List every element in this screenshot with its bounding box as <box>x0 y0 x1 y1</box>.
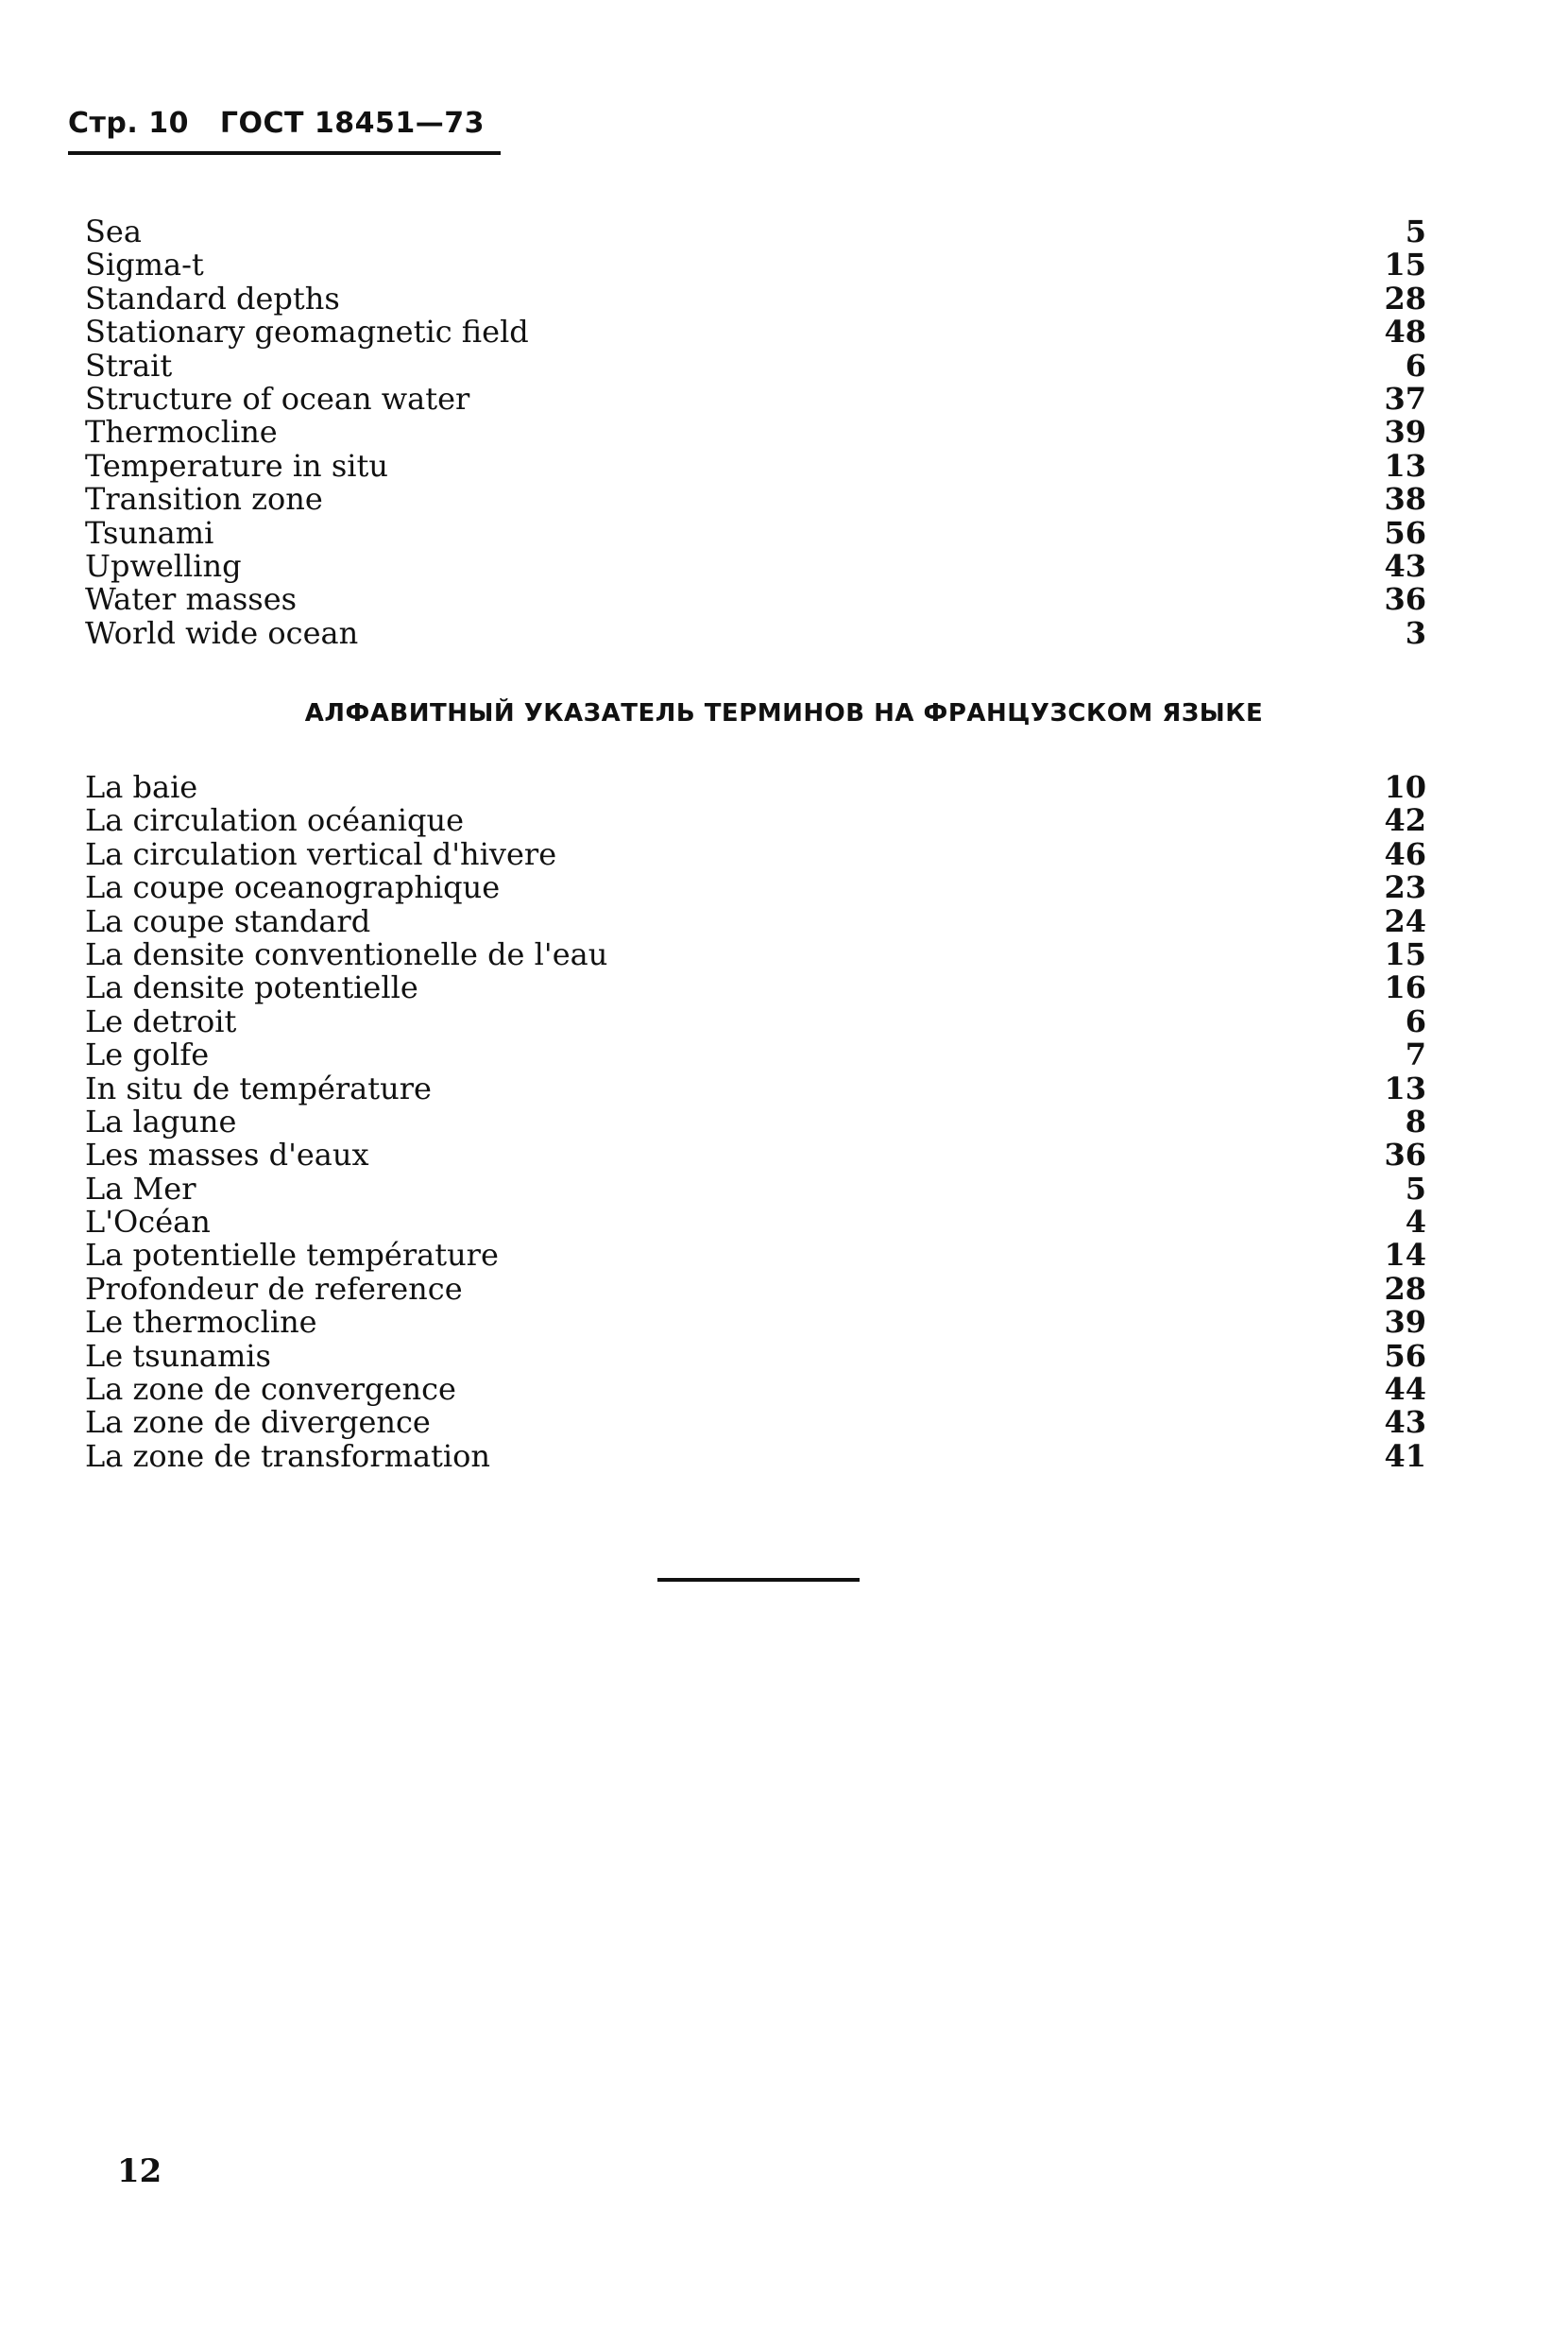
index-term: Le detroit <box>85 1003 237 1039</box>
index-term: La densite potentielle <box>85 969 418 1006</box>
index-page-number: 44 <box>1384 1371 1426 1408</box>
index-term: World wide ocean <box>85 614 359 651</box>
index-term: Sea <box>85 214 142 249</box>
index-term: La potentielle température <box>85 1237 499 1274</box>
index-entry <box>85 1072 1426 1105</box>
index-entry <box>85 871 1426 904</box>
index-entry <box>85 1105 1426 1139</box>
index-entry <box>85 1437 1426 1474</box>
index-term: Thermocline <box>85 414 278 451</box>
index-term: Water masses <box>85 581 298 618</box>
index-entry <box>85 583 1426 616</box>
french-index-list <box>85 771 1426 1473</box>
index-page-number: 15 <box>1384 247 1426 283</box>
index-term: Les masses d'eaux <box>85 1137 369 1174</box>
index-entry <box>85 971 1426 1004</box>
index-entry <box>85 1373 1426 1406</box>
index-entry <box>85 902 1426 939</box>
index-term: Sigma-t <box>85 247 204 283</box>
index-entry <box>85 514 1426 551</box>
index-page-number: 56 <box>1384 1337 1426 1374</box>
index-term: Le thermocline <box>85 1304 317 1341</box>
index-page-number: 42 <box>1384 802 1426 839</box>
index-page-number: 28 <box>1384 1270 1426 1307</box>
index-term: L'Océan <box>85 1204 211 1241</box>
index-page-number: 28 <box>1384 280 1426 317</box>
index-term: Le golfe <box>85 1037 210 1073</box>
french-section-title: АЛФАВИТНЫЙ УКАЗАТЕЛЬ ТЕРМИНОВ НА ФРАНЦУЗСКОМ ЯЗЫКЕ <box>304 699 1264 728</box>
index-term: La circulation océanique <box>85 802 465 839</box>
index-entry <box>85 1306 1426 1339</box>
index-entry <box>85 380 1426 417</box>
index-page-number: 41 <box>1384 1437 1426 1474</box>
index-entry <box>85 547 1426 584</box>
index-term: Stationary geomagnetic field <box>85 314 529 351</box>
index-entry <box>85 416 1426 449</box>
index-entry <box>85 215 1426 249</box>
index-term: La circulation vertical d'hivere <box>85 835 557 872</box>
index-entry <box>85 1170 1426 1207</box>
index-page-number: 5 <box>1405 1170 1426 1207</box>
index-entry <box>85 249 1426 282</box>
index-term: Upwelling <box>85 547 242 584</box>
index-entry <box>85 771 1426 804</box>
index-entry <box>85 1038 1426 1071</box>
index-entry <box>85 835 1426 872</box>
index-term: La baie <box>85 769 198 805</box>
english-index-list <box>85 215 1426 650</box>
index-page-number: 24 <box>1384 902 1426 939</box>
index-page-number: 36 <box>1384 581 1426 618</box>
index-page-number: 14 <box>1384 1237 1426 1274</box>
index-page-number: 43 <box>1384 547 1426 584</box>
index-entry <box>85 280 1426 317</box>
index-page-number: 46 <box>1384 835 1426 872</box>
index-term: Tsunami <box>85 514 214 551</box>
header-standard: ГОСТ 18451—73 <box>219 107 485 140</box>
index-term: La zone de divergence <box>85 1404 431 1441</box>
index-term: La coupe oceanographique <box>85 869 501 906</box>
index-page-number: 23 <box>1384 869 1426 906</box>
index-term: Profondeur de reference <box>85 1270 463 1307</box>
end-rule <box>657 1578 860 1582</box>
index-page-number: 10 <box>1384 769 1426 805</box>
index-entry <box>85 483 1426 516</box>
index-page-number: 37 <box>1384 380 1426 417</box>
index-entry <box>85 1337 1426 1374</box>
index-term: Transition zone <box>85 481 323 518</box>
header-page-label: Стр. 10 <box>68 107 189 140</box>
index-page-number: 15 <box>1384 935 1426 972</box>
index-page-number: 16 <box>1384 969 1426 1006</box>
index-page-number: 5 <box>1405 214 1426 249</box>
index-entry <box>85 935 1426 972</box>
index-entry <box>85 316 1426 349</box>
index-entry <box>85 1239 1426 1272</box>
index-page-number: 6 <box>1405 347 1426 384</box>
index-term: In situ de température <box>85 1070 432 1106</box>
index-entry <box>85 347 1426 384</box>
index-term: Standard depths <box>85 280 340 317</box>
index-entry <box>85 1005 1426 1038</box>
index-entry <box>85 1270 1426 1307</box>
index-page-number: 13 <box>1384 447 1426 484</box>
index-page-number: 43 <box>1384 1404 1426 1441</box>
index-term: Structure of ocean water <box>85 380 470 417</box>
index-entry <box>85 1406 1426 1439</box>
index-entry <box>85 447 1426 484</box>
index-page-number: 48 <box>1384 314 1426 351</box>
index-page-number: 56 <box>1384 514 1426 551</box>
running-header <box>68 107 485 140</box>
index-term: La densite conventionelle de l'eau <box>85 935 608 972</box>
index-page-number: 6 <box>1405 1003 1426 1039</box>
index-page-number: 38 <box>1384 481 1426 518</box>
index-page-number: 13 <box>1384 1070 1426 1106</box>
index-term: La coupe standard <box>85 902 371 939</box>
page-number: 12 <box>117 2152 162 2190</box>
index-entry <box>85 1206 1426 1239</box>
index-page-number: 39 <box>1384 414 1426 451</box>
index-term: Le tsunamis <box>85 1337 271 1374</box>
header-rule <box>68 151 501 155</box>
index-page-number: 36 <box>1384 1137 1426 1174</box>
index-entry <box>85 1139 1426 1172</box>
index-term: La zone de convergence <box>85 1371 456 1408</box>
index-term: Strait <box>85 347 173 384</box>
index-page-number: 39 <box>1384 1304 1426 1341</box>
index-term: La lagune <box>85 1103 237 1140</box>
index-page-number: 3 <box>1405 614 1426 651</box>
index-page-number: 7 <box>1405 1037 1426 1073</box>
index-term: La Mer <box>85 1170 196 1207</box>
index-entry <box>85 614 1426 651</box>
index-term: Temperature in situ <box>85 447 388 484</box>
index-page-number: 4 <box>1405 1204 1426 1241</box>
index-entry <box>85 804 1426 837</box>
index-term: La zone de transformation <box>85 1437 490 1474</box>
index-page-number: 8 <box>1405 1103 1426 1140</box>
